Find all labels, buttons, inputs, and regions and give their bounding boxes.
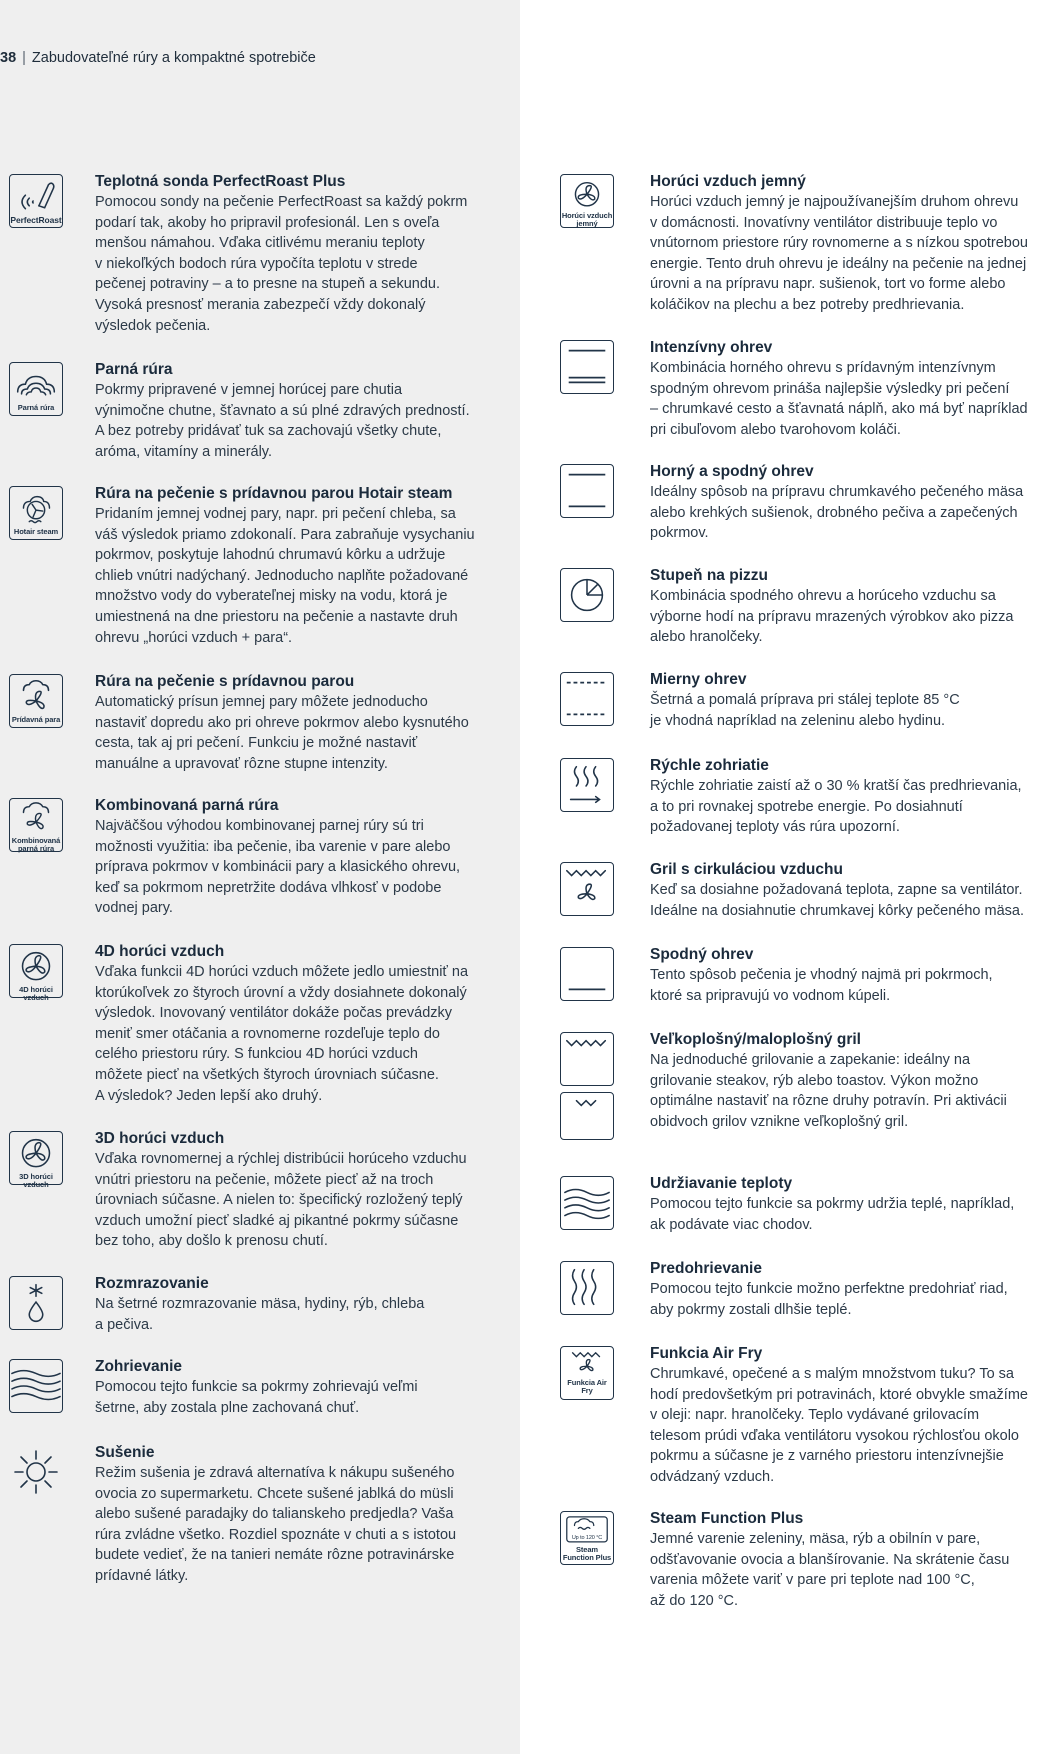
feature-description: Ideálny spôsob na prípravu chrumkavého pečeného mäsa alebo krehkých sušienok, drobného pečiva a zapečených pokrmov. xyxy=(650,484,1024,542)
steam-function-plus-icon xyxy=(560,1511,614,1565)
keep-warm-icon xyxy=(560,1176,614,1230)
feature-text xyxy=(650,566,1052,648)
feature-text xyxy=(650,462,1052,544)
feature-text xyxy=(95,1129,520,1252)
feature-text xyxy=(650,172,1052,316)
feature-text xyxy=(650,1344,1052,1488)
feature-title: Steam Function Plus xyxy=(650,1510,804,1527)
feature-title: Teplotná sonda PerfectRoast Plus xyxy=(95,173,346,190)
feature-description: Kombinácia spodného ohrevu a horúceho vzduchu sa výborne hodí na prípravu mrazených výrobkov ako pizza alebo hranolčeky. xyxy=(650,588,1014,646)
feature-title: Mierny ohrev xyxy=(650,671,747,688)
feature-text xyxy=(95,172,520,336)
feature-title: Sušenie xyxy=(95,1444,155,1461)
grill-fan-icon xyxy=(560,862,614,916)
feature-text xyxy=(650,1259,1052,1320)
feature-description: Šetrná a pomalá príprava pri stálej teplote 85 °C je vhodná napríklad na zeleninu alebo hydinu. xyxy=(650,692,960,729)
feature-title: Zohrievanie xyxy=(95,1358,182,1375)
feature-text xyxy=(95,796,520,919)
hotair-steam-icon xyxy=(9,486,63,540)
feature-title: Rúra na pečenie s prídavnou parou xyxy=(95,673,355,690)
feature-title: Rúra na pečenie s prídavnou parou Hotair steam xyxy=(95,485,453,502)
feature-text xyxy=(650,1174,1052,1235)
feature-text xyxy=(650,670,1052,731)
feature-title: Rozmrazovanie xyxy=(95,1275,209,1292)
icon-caption: Horúci vzduch jemný xyxy=(561,211,613,228)
combi-steam-icon xyxy=(9,798,63,852)
fast-preheat-icon xyxy=(560,758,614,812)
feature-description: Keď sa dosiahne požadovaná teplota, zapne sa ventilátor. Ideálne na dosiahnutie chrumkavej kôrky pečeného mäsa. xyxy=(650,882,1025,919)
feature-description: Chrumkavé, opečené a s malým množstvom tuku? To sa hodí predovšetkým pri potravinách, ktoré obvykle smažíme v oleji: napr. hranolčeky. Teplo vydávané grilovacím telesom prúdi vďaka ventilátoru vysokou rýchlosťou okolo pokrmu a súčasne je z varného priestoru intenzívnejšie odvádzaný vzduch. xyxy=(650,1366,1028,1485)
feature-description: Režim sušenia je zdravá alternatíva k nákupu sušeného ovocia zo supermarketu. Chcete sušené jablká do müsli alebo sušené paradajky do talianskeho predjedla? Vaša rúra zvládne všetko. Rozdiel spoznáte v chuti a s istotou budete vedieť, že na tanieri nemáte rôzne potravinárske prídavné látky. xyxy=(95,1465,457,1584)
feature-description: Najväčšou výhodou kombinovanej parnej rúry sú tri možnosti využitia: iba pečenie, iba varenie v pare alebo príprava pokrmov v kombinácii pary a klasického ohrevu, keď sa pokrmom nepretržite dodáva vlhkosť v podobe vodnej pary. xyxy=(95,818,461,917)
feature-text xyxy=(650,1509,1052,1611)
fan-4d-icon xyxy=(9,944,63,1002)
icon-caption: 3D horúci vzduch xyxy=(19,1172,53,1189)
intensive-heat-icon xyxy=(560,340,614,394)
grill-small-icon xyxy=(560,1092,614,1140)
feature-title: 3D horúci vzduch xyxy=(95,1130,225,1147)
feature-description: Horúci vzduch jemný je najpoužívanejším druhom ohrevu v domácnosti. Inovatívny ventilátor distribuuje teplo vo vnútornom priestore rúry rovnomerne a s nízkou spotrebou energie. Tento druh ohrevu je ideálny na pečenie na jednej úrovni a na prípravu napr. sušienok, tort vo forme alebo koláčikov na plechu a bez potreby predhrievania. xyxy=(650,194,1028,313)
feature-title: Kombinovaná parná rúra xyxy=(95,797,279,814)
feature-text xyxy=(650,1030,1052,1132)
feature-description: Na šetrné rozmrazovanie mäsa, hydiny, rýb, chleba a pečiva. xyxy=(95,1296,425,1333)
feature-description: Pridaním jemnej vodnej pary, napr. pri pečení chleba, sa váš výsledok priamo zdokonalí. Para zabraňuje vysychaniu pokrmov, poskytuje lahodnú chrumavú kôrku a udržuje chlieb vnútri nadýchaný. Jednoducho naplňte požadované množstvo vody do vyberateľnej misky na vodu, ktorá je umiestnená na dne priestoru na pečenie a nastavte druh ohrevu „horúci vzduch + para“. xyxy=(95,506,475,646)
feature-description: Automatický prísun jemnej pary môžete jednoducho nastaviť dopredu ako pri ohreve pokrmov alebo kysnutého cesta, tak aj pri pečení. Funkciu je možné nastaviť manuálne a upravovať rôzne stupne intenzity. xyxy=(95,694,469,772)
bottom-heat-icon xyxy=(560,947,614,1001)
feature-text xyxy=(95,360,520,462)
feature-title: Predohrievanie xyxy=(650,1260,762,1277)
feature-text xyxy=(95,1357,520,1418)
icon-caption: 4D horúci vzduch xyxy=(19,985,53,1002)
feature-title: Funkcia Air Fry xyxy=(650,1345,763,1362)
preheat-icon xyxy=(560,1261,614,1315)
feature-description: Pomocou tejto funkcie sa pokrmy udržia teplé, napríklad, ak podávate viac chodov. xyxy=(650,1196,1015,1233)
feature-text xyxy=(650,945,1052,1006)
feature-text xyxy=(95,672,520,774)
feature-title: Gril s cirkuláciou vzduchu xyxy=(650,861,843,878)
icon-caption: Steam Function Plus xyxy=(562,1545,612,1562)
feature-text xyxy=(95,1443,520,1587)
feature-title: Horný a spodný ohrev xyxy=(650,463,814,480)
feature-title: Parná rúra xyxy=(95,361,173,378)
top-bottom-heat-icon xyxy=(560,464,614,518)
fan-3d-icon xyxy=(9,1131,63,1189)
section-title: Zabudovateľné rúry a kompaktné spotrebiče xyxy=(31,50,316,66)
feature-description: Rýchle zohriatie zaistí až o 30 % kratší čas predhrievania, a to pri rovnakej spotrebe energie. Po dosiahnutí požadovanej teploty vás rúra upozorní. xyxy=(650,778,1022,836)
icon-caption: Funkcia Air Fry xyxy=(567,1378,607,1395)
steam-clouds-icon xyxy=(9,362,63,416)
feature-text xyxy=(650,860,1052,921)
icon-caption: Hotair steam xyxy=(13,527,59,536)
feature-description: Kombinácia horného ohrevu s prídavným intenzívnym spodným ohrevom prináša najlepšie výsledky pri pečení – chrumkavé cesto a šťavnatá náplň, ako má byť napríklad pri cibuľovom alebo tvarohovom koláči. xyxy=(650,360,1028,438)
page-header xyxy=(0,50,316,66)
header-separator: | xyxy=(22,50,26,66)
icon-caption: Kombinovaná parná rúra xyxy=(11,836,61,853)
thermometer-probe-icon xyxy=(9,174,63,228)
icon-caption: Prídavná para xyxy=(11,715,61,724)
feature-text xyxy=(95,1274,520,1335)
gentle-hot-air-icon xyxy=(560,174,614,228)
feature-title: Intenzívny ohrev xyxy=(650,339,773,356)
air-fry-icon xyxy=(560,1346,614,1400)
defrost-icon xyxy=(9,1276,63,1330)
pizza-icon xyxy=(560,568,614,622)
feature-description: Vďaka funkcii 4D horúci vzduch môžete jedlo umiestniť na ktorúkoľvek zo štyroch úrovní a vždy dosiahnete dokonalý výsledok. Inovovaný ventilátor dokáže počas prevádzky meniť smer otáčania a rovnomerne rozdeľuje teplo do celého priestoru rúry. S funkciou 4D horúci vzduch môžete piecť na všetkých štyroch úrovniach súčasne. A výsledok? Jeden lepší ako druhý. xyxy=(95,964,469,1104)
feature-text xyxy=(95,484,520,648)
feature-text xyxy=(650,756,1052,838)
feature-text xyxy=(95,942,520,1106)
page-number: 38 xyxy=(0,50,17,66)
gentle-heat-icon xyxy=(560,672,614,726)
drying-sun-icon xyxy=(9,1445,63,1499)
feature-title: Veľkoplošný/maloplošný gril xyxy=(650,1031,861,1048)
feature-title: 4D horúci vzduch xyxy=(95,943,225,960)
feature-description: Vďaka rovnomernej a rýchlej distribúcii horúceho vzduchu vnútri priestoru na pečenie, môžete piecť až na troch úrovniach súčasne. A nielen to: špecifický rozložený teplý vzduch umožní piecť sladké aj pikantné pokrmy súčasne bez toho, aby došlo k prenosu chutí. xyxy=(95,1151,467,1250)
feature-description: Na jednoduché grilovanie a zapekanie: ideálny na grilovanie steakov, rýb alebo toastov. Výkon možno optimálne nastaviť na rôzne druhy potravín. Pri aktivácii obidvoch grilov vznikne veľkoplošný gril. xyxy=(650,1052,1007,1130)
grill-large-small-icon xyxy=(560,1032,614,1086)
icon-caption: Parná rúra xyxy=(17,403,55,412)
feature-title: Udržiavanie teploty xyxy=(650,1175,793,1192)
icon-caption: PerfectRoast xyxy=(10,215,62,225)
feature-title: Stupeň na pizzu xyxy=(650,567,768,584)
feature-description: Pomocou tejto funkcie možno perfektne predohriať riad, aby pokrmy zostali dlhšie teplé. xyxy=(650,1281,1008,1318)
feature-title: Rýchle zohriatie xyxy=(650,757,769,774)
feature-description: Jemné varenie zeleniny, mäsa, rýb a obilnín v pare, odšťavovanie ovocia a blanšírovanie. Na skrátenie času varenia môžete variť v pare pri teplote nad 100 °C, až do 120 °C. xyxy=(650,1531,1010,1609)
feature-title: Horúci vzduch jemný xyxy=(650,173,806,190)
feature-description: Tento spôsob pečenia je vhodný najmä pri pokrmoch, ktoré sa pripravujú vo vodnom kúpeli. xyxy=(650,967,993,1004)
feature-title: Spodný ohrev xyxy=(650,946,754,963)
feature-description: Pokrmy pripravené v jemnej horúcej pare chutia výnimočne chutne, šťavnato a sú plné zdravých predností. A bez potreby pridávať tuk sa zachovajú všetky chute, aróma, vitamíny a minerály. xyxy=(95,382,470,460)
feature-description: Pomocou sondy na pečenie PerfectRoast sa každý pokrm podarí tak, akoby ho pripravil profesionál. Len s oveľa menšou námahou. Vďaka citlivému meraniu teploty v niekoľkých bodoch rúra vypočíta teplotu v strede pečenej potraviny – a to presne na stupeň a sekundu. Vysoká presnosť merania zabezpečí vždy dokonalý výsledok pečenia. xyxy=(95,194,468,334)
warming-icon xyxy=(9,1359,63,1413)
feature-text xyxy=(650,338,1052,440)
feature-description: Pomocou tejto funkcie sa pokrmy zohrievajú veľmi šetrne, aby zostala plne zachovaná chuť. xyxy=(95,1379,418,1416)
icon-caption-top: Up to 120 °C xyxy=(571,1535,603,1541)
added-steam-fan-icon xyxy=(9,674,63,728)
